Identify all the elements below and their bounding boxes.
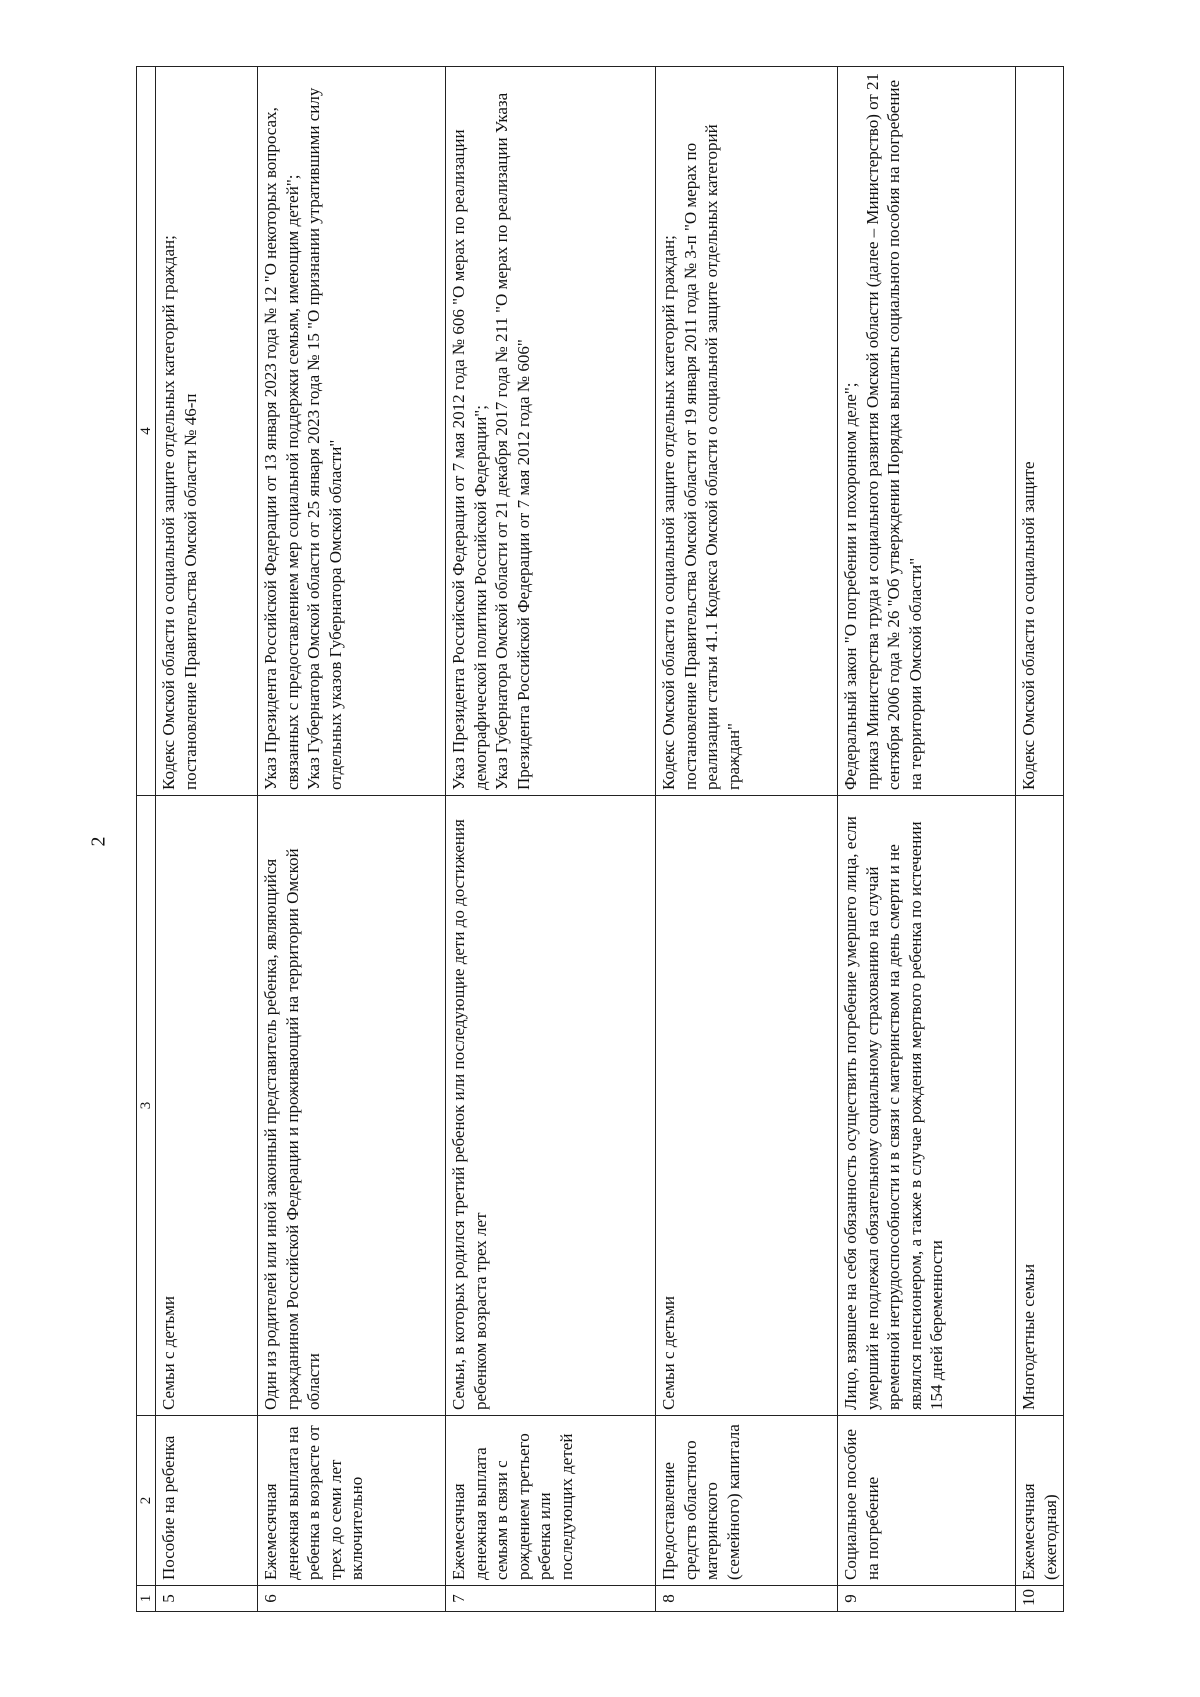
legal-basis-cell: Указ Президента Российской Федерации от 13 января 2023 года № 12 "О некоторых вопросах, связанных с предоставлением мер социальной поддержки семьям, имеющим детей"; Указ Губернатора Омской области от 25 января 2023 года № 15 "О признании утратившими силу отдельных указов Губернатора Омской области" xyxy=(258,67,446,796)
legal-basis-cell: Кодекс Омской области о социальной защите отдельных категорий граждан; постановление Правительства Омской области от 19 января 2011 года № 3-п "О мерах по реализации статьи 41.1 Кодекса Омской области о социальной защите отдельных категорий граждан" xyxy=(656,67,838,796)
row-number: 7 xyxy=(446,1586,656,1612)
recipients-cell: Семьи с детьми xyxy=(656,796,838,1416)
recipients-cell: Многодетные семьи xyxy=(1016,796,1064,1416)
header-col-3: 3 xyxy=(137,796,156,1416)
social-support-table xyxy=(136,66,1064,1612)
row-number: 10 xyxy=(1016,1586,1064,1612)
legal-basis-cell: Кодекс Омской области о социальной защите отдельных категорий граждан; постановление Правительства Омской области № 46-п xyxy=(156,67,258,796)
recipients-cell: Один из родителей или иной законный представитель ребенка, являющийся гражданином Российской Федерации и проживающий на территории Омской области xyxy=(258,796,446,1416)
legal-basis-cell: Кодекс Омской области о социальной защите xyxy=(1016,67,1064,796)
table-row xyxy=(156,67,258,1612)
table-row xyxy=(1016,67,1064,1612)
table-row xyxy=(446,67,656,1612)
legal-basis-cell: Федеральный закон "О погребении и похоронном деле"; приказ Министерства труда и социального развития Омской области (далее – Министерство) от 21 сентября 2006 года № 26 "Об утверждении Порядка выплаты социального пособия на погребение на территории Омской области" xyxy=(838,67,1016,796)
header-col-1: 1 xyxy=(137,1586,156,1612)
recipients-cell: Семьи с детьми xyxy=(156,796,258,1416)
table-row xyxy=(838,67,1016,1612)
legal-basis-cell: Указ Президента Российской Федерации от 7 мая 2012 года № 606 "О мерах по реализации демографической политики Российской Федерации"; Указ Губернатора Омской области от 21 декабря 2017 года № 211 "О мерах по реализации Указа Президента Российской Федерации от 7 мая 2012 года № 606" xyxy=(446,67,656,796)
measure-cell: Ежемесячная денежная выплата на ребенка в возрасте от трех до семи лет включительно xyxy=(258,1416,446,1586)
row-number: 5 xyxy=(156,1586,258,1612)
table-header-row xyxy=(137,67,156,1612)
recipients-cell: Лицо, взявшее на себя обязанность осуществить погребение умершего лица, если умерший не подлежал обязательному социальному страхованию на случай временной нетрудоспособности и в связи с материнством на день смерти и не являлся пенсионером, а также в случае рождения мертвого ребенка по истечении 154 дней беременности xyxy=(838,796,1016,1416)
measure-cell: Ежемесячная денежная выплата семьям в связи с рождением третьего ребенка или последующих детей xyxy=(446,1416,656,1586)
row-number: 8 xyxy=(656,1586,838,1612)
measure-cell: Ежемесячная (ежегодная) xyxy=(1016,1416,1064,1586)
measure-cell: Социальное пособие на погребение xyxy=(838,1416,1016,1586)
rotated-table-container xyxy=(136,67,1136,1612)
header-col-4: 4 xyxy=(137,67,156,796)
measure-cell: Пособие на ребенка xyxy=(156,1416,258,1586)
row-number: 6 xyxy=(258,1586,446,1612)
measure-cell: Предоставление средств областного материнского (семейного) капитала xyxy=(656,1416,838,1586)
table-row xyxy=(656,67,838,1612)
page-number: 2 xyxy=(87,836,110,847)
row-number: 9 xyxy=(838,1586,1016,1612)
header-col-2: 2 xyxy=(137,1416,156,1586)
recipients-cell: Семьи, в которых родился третий ребенок или последующие дети до достижения ребенком возраста трех лет xyxy=(446,796,656,1416)
table-row xyxy=(258,67,446,1612)
